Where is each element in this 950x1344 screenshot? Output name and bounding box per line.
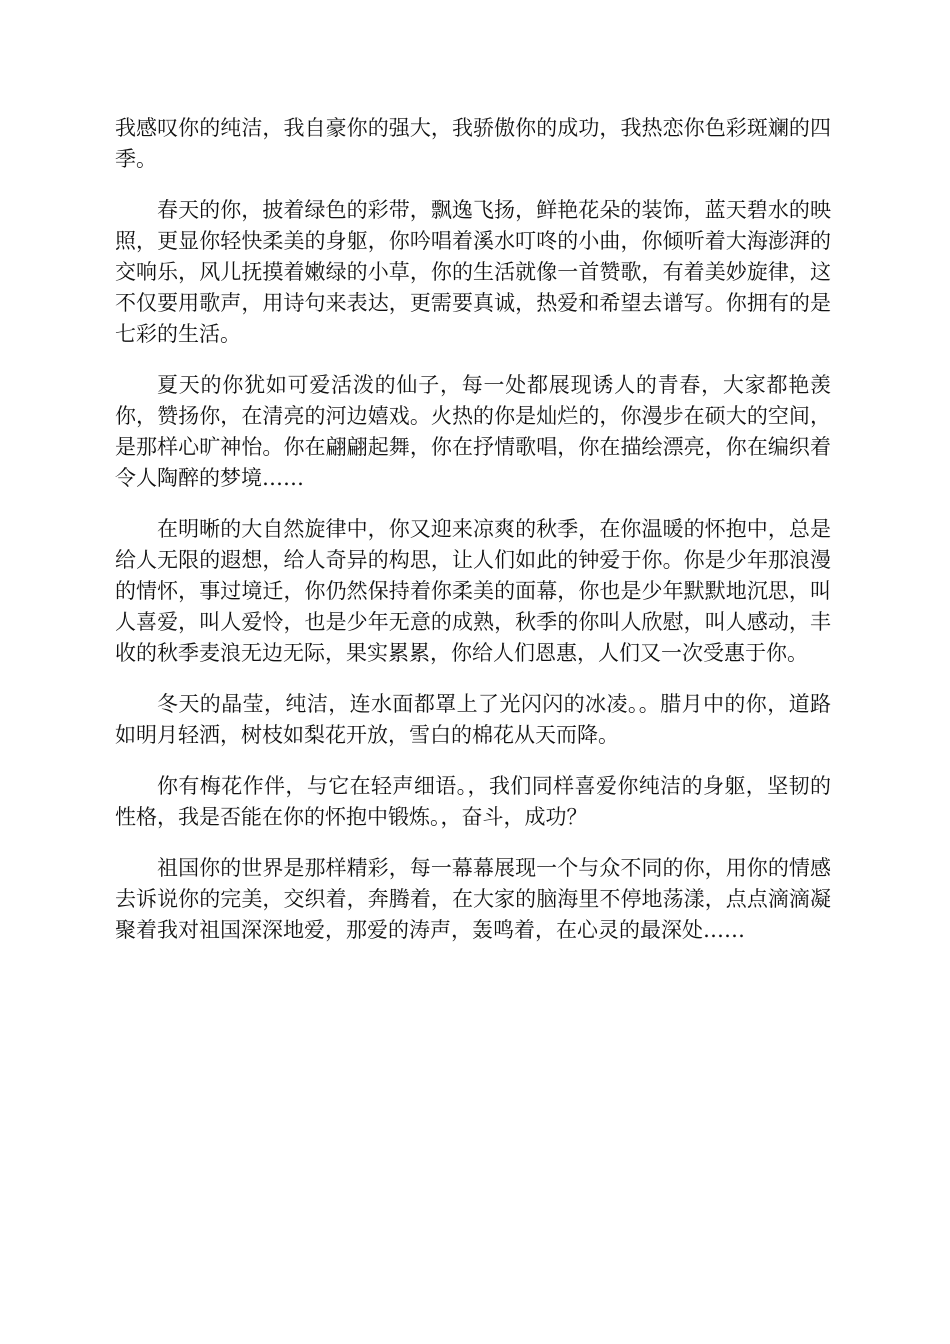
paragraph-winter: 冬天的晶莹，纯洁，连水面都罩上了光闪闪的冰凌。。腊月中的你，道路如明月轻洒，树枝如梨花开放，雪白的棉花从天而降。	[115, 692, 831, 747]
paragraph-autumn: 在明晰的大自然旋律中，你又迎来凉爽的秋季，在你温暖的怀抱中，总是给人无限的遐想，给人奇异的构思，让人们如此的钟爱于你。你是少年那浪漫的情怀，事过境迁，你仍然保持着你柔美的面幕，你也是少年默默地沉思，叫人喜爱，叫人爱怜，也是少年无意的成熟，秋季的你叫人欣慰，叫人感动，丰收的秋季麦浪无边无际，果实累累，你给人们恩惠，人们又一次受惠于你。	[115, 517, 831, 665]
document-page	[115, 113, 831, 966]
paragraph-intro: 我感叹你的纯洁，我自豪你的强大，我骄傲你的成功，我热恋你色彩斑斓的四季。	[115, 116, 831, 171]
paragraph-summer: 夏天的你犹如可爱活泼的仙子，每一处都展现诱人的青春，大家都艳羡你，赞扬你，在清亮的河边嬉戏。火热的你是灿烂的，你漫步在硕大的空间，是那样心旷神怡。你在翩翩起舞，你在抒情歌唱，你在描绘漂亮，你在编织着令人陶醉的梦境……	[115, 373, 831, 490]
paragraph-plum-blossom: 你有梅花作伴，与它在轻声细语。，我们同样喜爱你纯洁的身躯，坚韧的性格，我是否能在你的怀抱中锻炼。，奋斗，成功？	[115, 774, 831, 829]
paragraph-spring: 春天的你，披着绿色的彩带，飘逸飞扬，鲜艳花朵的装饰，蓝天碧水的映照，更显你轻快柔美的身躯，你吟唱着溪水叮咚的小曲，你倾听着大海澎湃的交响乐，风儿抚摸着嫩绿的小草，你的生活就像一首赞歌，有着美妙旋律，这不仅要用歌声，用诗句来表达，更需要真诚，热爱和希望去谱写。你拥有的是七彩的生活。	[115, 198, 831, 346]
paragraph-motherland: 祖国你的世界是那样精彩，每一幕幕展现一个与众不同的你，用你的情感去诉说你的完美，交织着，奔腾着，在大家的脑海里不停地荡漾，点点滴滴凝聚着我对祖国深深地爱，那爱的涛声，轰鸣着，在心灵的最深处……	[115, 856, 831, 942]
